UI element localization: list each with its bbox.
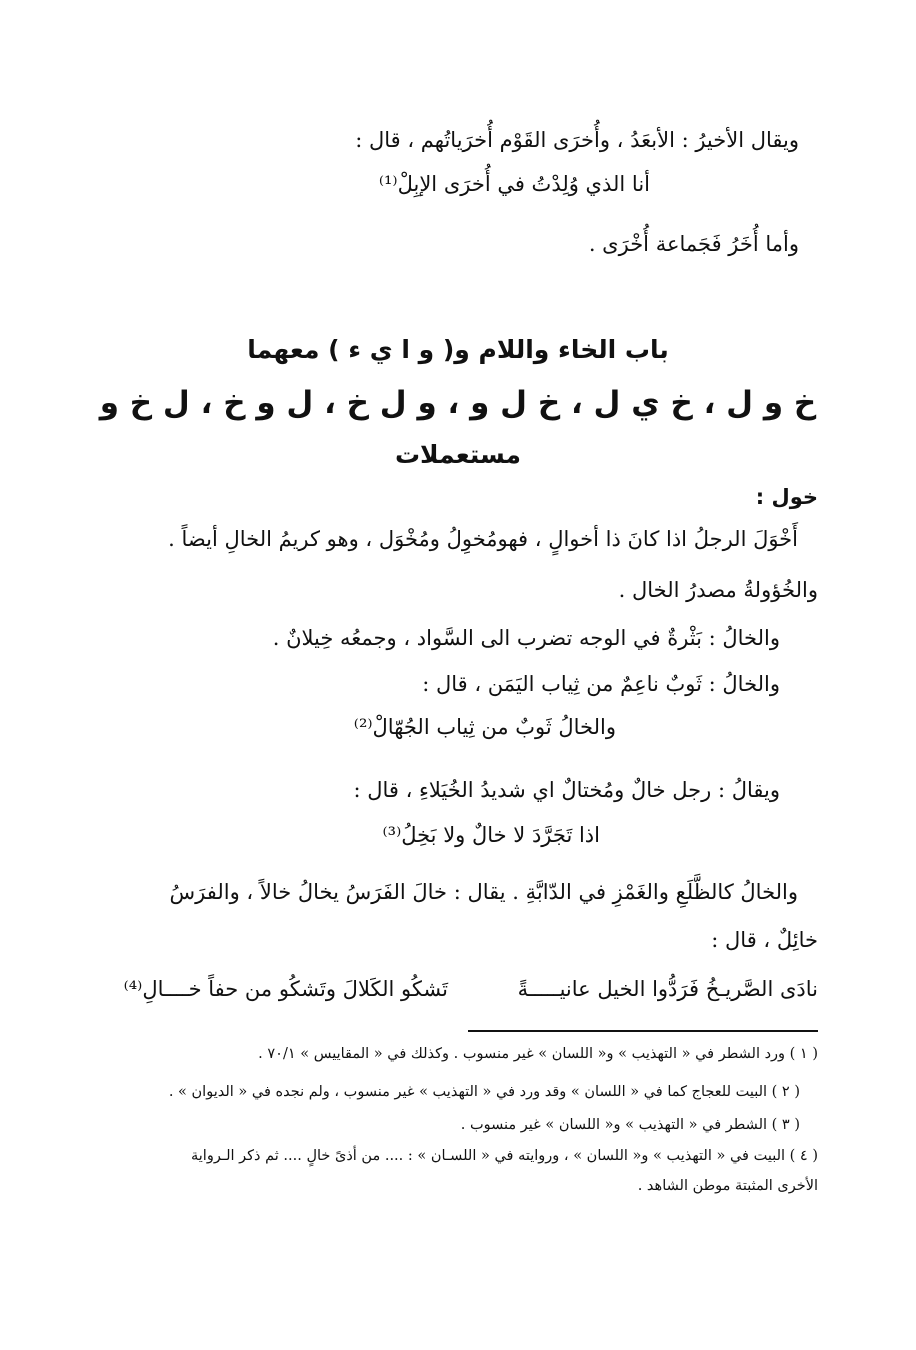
text-line: ويقالُ : رجل خالٌ ومُختالٌ اي شديدُ الخُيَلاءِ ، قال : [353, 778, 780, 802]
root-list-title: خ و ل ، خ ي ل ، خ ل و ، و ل خ ، ل و خ ، ل خ و [99, 385, 817, 421]
text-line: والخالُ : بَثْرةٌ في الوجه تضرب الى السَّواد ، وجمعُه خِيلانٌ . [272, 626, 780, 650]
footnote: ( ٢ ) البيت للعجاج كما في « اللسان » وقد ورد في « التهذيب » غير منسوب ، ولم نجده في « الديوان » . [168, 1084, 800, 1100]
verse-first-hemistich: نادَى الصَّريـخُ فَرَدُّوا الخيل عانيـــــةً [517, 977, 818, 1001]
text-line: وأما أُخَرُ فَجَماعة أُخْرَى . [588, 232, 799, 256]
verse-line: أنا الذي وُلِدْتُ في أُخرَى الإبِلْ⁽¹⁾ [378, 172, 650, 196]
verse-line: اذا تَجَرَّدَ لا خالٌ ولا بَخِلُ⁽³⁾ [382, 823, 600, 847]
footnote: ( ١ ) ورد الشطر في « التهذيب » و« اللسان » غير منسوب . وكذلك في « المقاييس » ٧٠/١ . [258, 1046, 818, 1062]
footnote-continuation: الأخرى المثبتة موطن الشاهد . [637, 1178, 818, 1194]
footnote-divider [468, 1030, 818, 1032]
text-line: والخُؤولةُ مصدرُ الخال . [618, 578, 818, 602]
entry-heading: خول : [755, 485, 818, 509]
text-line: والخالُ : ثَوبٌ ناعِمٌ من ثِياب اليَمَن ، قال : [422, 672, 780, 696]
footnote: ( ٤ ) البيت في « التهذيب » و« اللسان » ، وروايته في « اللسـان » : .... من أذىً خالٍ .... ثم ذكر الـرواية [191, 1148, 818, 1164]
section-title: باب الخاء واللام و( و ا ي ء ) معهما [247, 335, 669, 364]
text-line: خائِلٌ ، قال : [711, 928, 818, 952]
verse-second-hemistich: تَشكُو الكَلالَ وتَشكُو من حفاً خــــالِ⁽⁴⁾ [123, 977, 448, 1001]
text-line: والخالُ كالظَّلَعِ والغَمْزِ في الدّابَّةِ . يقال : خالَ الفَرَسُ يخالُ خالاً ، والفرَسُ [169, 880, 798, 904]
text-line: ويقال الأخيرُ : الأبعَدُ ، وأُخرَى القَوْم أُخرَياتُهم ، قال : [355, 128, 799, 152]
verse-line: والخالُ ثَوبٌ من ثِياب الجُهّالْ⁽²⁾ [353, 715, 616, 739]
text-line: أَخْوَلَ الرجلُ اذا كانَ ذا أخوالٍ ، فهومُخوِلُ ومُخْوَل ، وهو كريمُ الخالِ أيضاً . [168, 527, 798, 551]
section-subtitle: مستعملات [394, 440, 522, 469]
footnote: ( ٣ ) الشطر في « التهذيب » و« اللسان » غير منسوب . [460, 1117, 800, 1133]
